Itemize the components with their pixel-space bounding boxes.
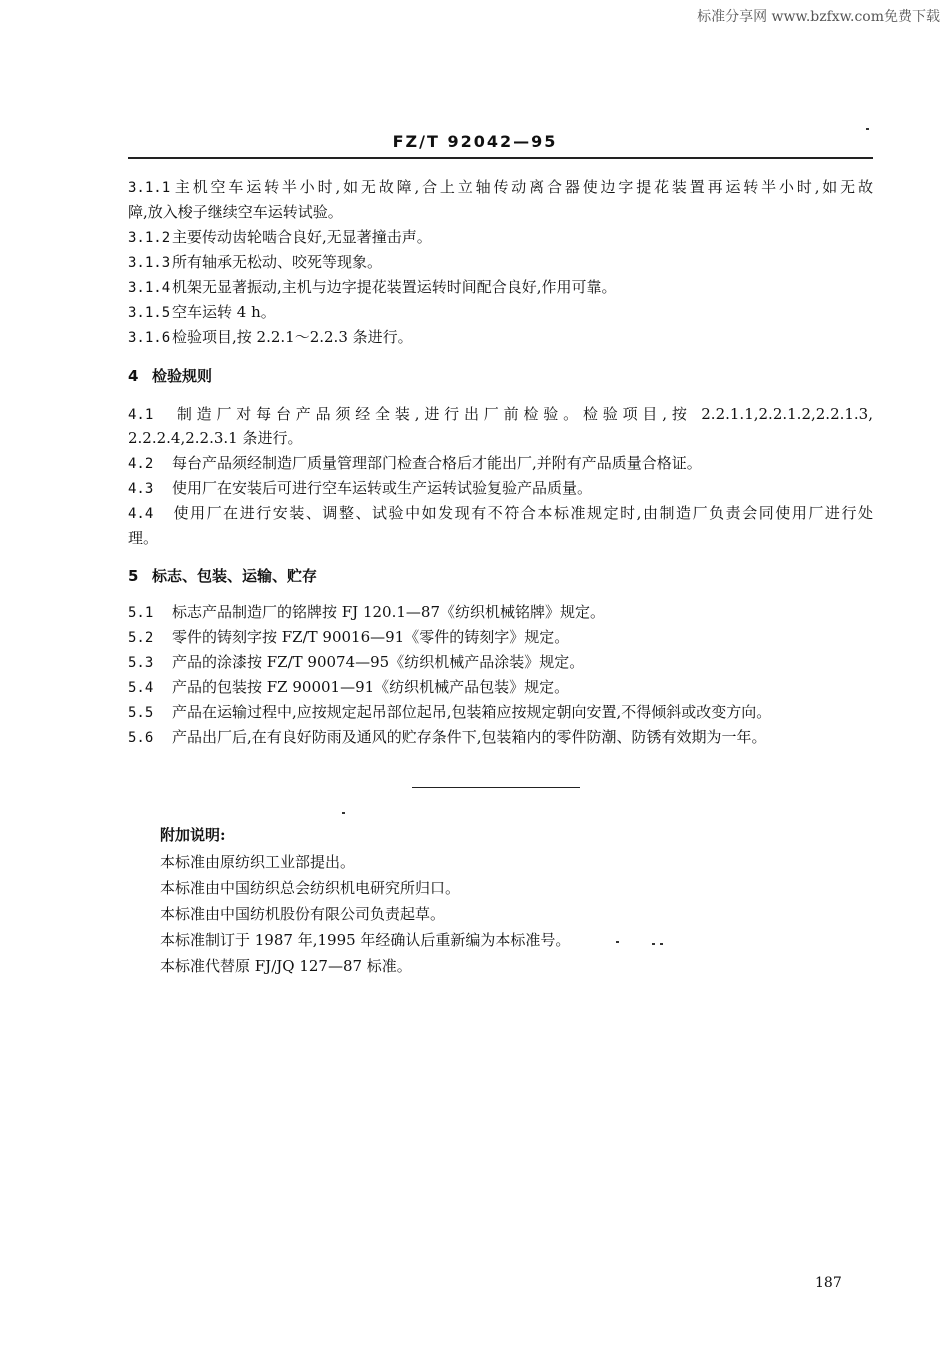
clause-text: 产品在运输过程中,应按规定起吊部位起吊,包装箱应按规定朝向安置,不得倾斜或改变方向。 (172, 703, 772, 721)
clause-text-continued: 2.2.2.4,2.2.3.1 条进行。 (128, 429, 303, 447)
clause-text: 产品的涂漆按 FZ/T 90074—95《纺织机械产品涂装》规定。 (172, 653, 585, 671)
clause-3-1-5 (128, 302, 873, 323)
clause-text: 所有轴承无松动、咬死等现象。 (172, 253, 383, 271)
clause-4-2 (128, 453, 873, 474)
section-title: 标志、包装、运输、贮存 (152, 567, 318, 585)
section-4-heading (128, 366, 873, 386)
clause-text: 空车运转 4 h。 (172, 303, 276, 321)
scan-speck (616, 941, 619, 943)
note-line: 本标准代替原 FJ/JQ 127—87 标准。 (160, 957, 412, 975)
clause-number: 5.5 (128, 705, 154, 721)
section-number: 5 (128, 567, 139, 585)
note-line: 本标准由中国纺机股份有限公司负责起草。 (160, 905, 446, 923)
scan-speck (866, 128, 869, 130)
clause-number: 4.3 (128, 481, 154, 497)
clause-4-1-continued (128, 428, 873, 448)
clause-number: 5.1 (128, 605, 154, 621)
scan-speck (342, 812, 345, 814)
clause-text: 标志产品制造厂的铭牌按 FJ 120.1—87《纺织机械铭牌》规定。 (172, 603, 605, 621)
page-number: 187 (815, 1275, 842, 1291)
note-line: 本标准由中国纺织总会纺织机电研究所归口。 (160, 879, 461, 897)
clause-text: 使用厂在进行安装、调整、试验中如发现有不符合本标准规定时,由制造厂负责会同使用厂进行处 (172, 504, 873, 522)
clause-5-6 (128, 727, 873, 748)
clause-3-1-1 (128, 177, 873, 198)
clause-5-2 (128, 627, 873, 648)
header-rule (128, 157, 873, 159)
clause-text: 产品的包装按 FZ 90001—91《纺织机械产品包装》规定。 (172, 678, 570, 696)
clause-3-1-1-continued (128, 202, 873, 222)
clause-text: 使用厂在安装后可进行空车运转或生产运转试验复验产品质量。 (172, 479, 593, 497)
clause-text: 主机空车运转半小时,如无故障,合上立轴传动离合器使边字提花装置再运转半小时,如无故 (172, 178, 873, 196)
clause-text: 机架无显著振动,主机与边字提花装置运转时间配合良好,作用可靠。 (172, 278, 617, 296)
clause-number: 3.1.5 (128, 305, 171, 321)
clause-number: 3.1.6 (128, 330, 171, 346)
document-code: FZ/T 92042—95 (392, 132, 558, 151)
section-5-heading (128, 566, 873, 586)
clause-number: 4.1 (128, 407, 154, 423)
note-line: 本标准由原纺织工业部提出。 (160, 853, 356, 871)
clause-number: 3.1.2 (128, 230, 171, 246)
clause-number: 3.1.1 (128, 180, 171, 196)
clause-text: 制造厂对每台产品须经全装,进行出厂前检验。检验项目,按 2.2.1.1,2.2.1.2,2.2.1.3, (172, 405, 873, 423)
end-rule (412, 787, 580, 788)
clause-4-4 (128, 503, 873, 524)
clause-text: 零件的铸刻字按 FZ/T 90016—91《零件的铸刻字》规定。 (172, 628, 570, 646)
clause-text: 主要传动齿轮啮合良好,无显著撞击声。 (172, 228, 432, 246)
watermark: 标准分享网 www.bzfxw.com免费下载 (697, 9, 940, 25)
clause-text: 产品出厂后,在有良好防雨及通风的贮存条件下,包装箱内的零件防潮、防锈有效期为一年。 (172, 728, 767, 746)
clause-number: 5.6 (128, 730, 154, 746)
clause-number: 5.2 (128, 630, 154, 646)
clause-5-4 (128, 677, 873, 698)
scan-speck (652, 943, 655, 945)
clause-4-4-continued (128, 528, 873, 548)
clause-3-1-4 (128, 277, 873, 298)
clause-number: 4.2 (128, 456, 154, 472)
notes-title: 附加说明: (160, 826, 226, 844)
clause-5-3 (128, 652, 873, 673)
clause-3-1-3 (128, 252, 873, 273)
clause-text-continued: 障,放入梭子继续空车运转试验。 (128, 203, 343, 221)
scan-speck (660, 943, 663, 945)
clause-text-continued: 理。 (128, 529, 159, 547)
clause-3-1-6 (128, 327, 873, 348)
clause-5-5 (128, 702, 873, 723)
clause-number: 3.1.4 (128, 280, 171, 296)
clause-number: 5.3 (128, 655, 154, 671)
clause-5-1 (128, 602, 873, 623)
clause-4-3 (128, 478, 873, 499)
clause-number: 4.4 (128, 506, 154, 522)
clause-text: 每台产品须经制造厂质量管理部门检查合格后才能出厂,并附有产品质量合格证。 (172, 454, 702, 472)
clause-4-1 (128, 404, 873, 425)
clause-text: 检验项目,按 2.2.1～2.2.3 条进行。 (172, 328, 413, 346)
section-number: 4 (128, 367, 139, 385)
section-title: 检验规则 (152, 367, 213, 385)
note-line: 本标准制订于 1987 年,1995 年经确认后重新编为本标准号。 (160, 931, 571, 949)
clause-number: 5.4 (128, 680, 154, 696)
clause-number: 3.1.3 (128, 255, 171, 271)
clause-3-1-2 (128, 227, 873, 248)
